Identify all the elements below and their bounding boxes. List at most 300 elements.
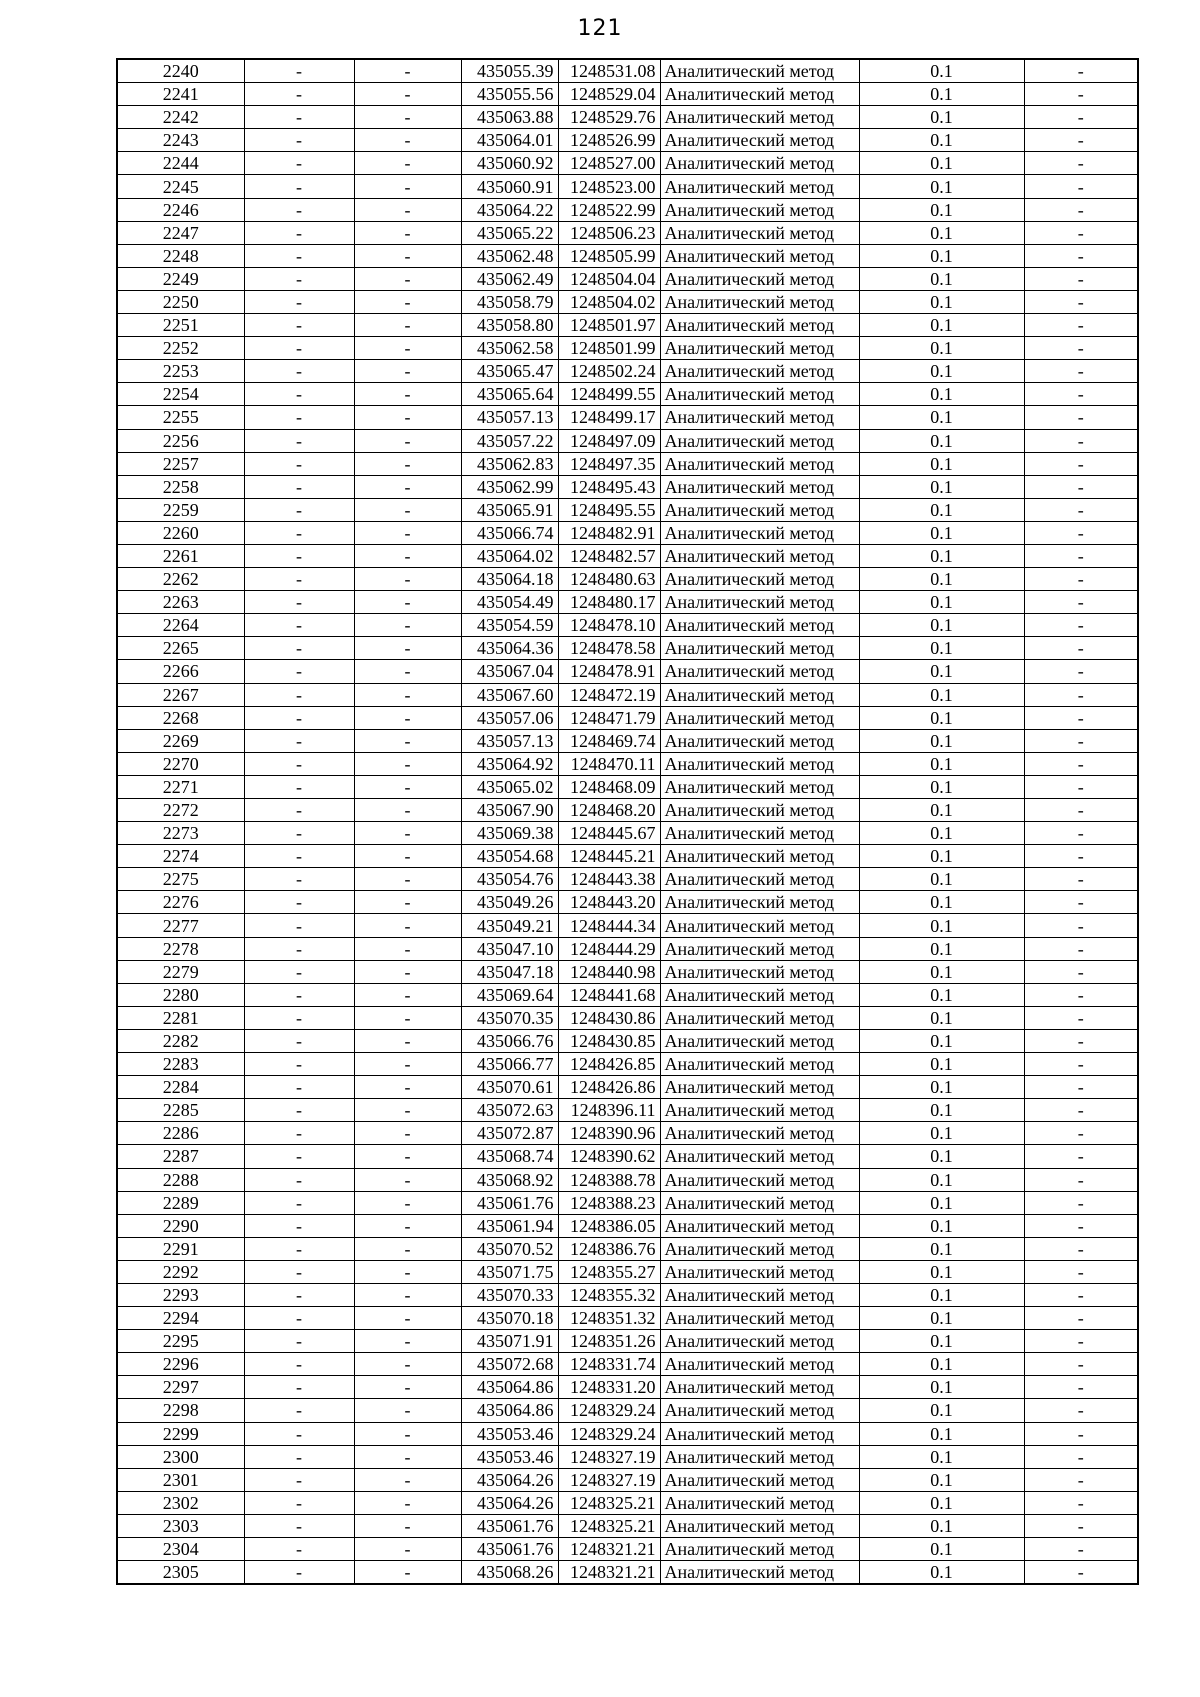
col-2-cell: - xyxy=(244,660,354,683)
x-coordinate-cell: 435057.06 xyxy=(461,706,558,729)
accuracy-cell: 0.1 xyxy=(859,1538,1024,1561)
y-coordinate-cell: 1248329.24 xyxy=(558,1422,660,1445)
col-3-cell: - xyxy=(354,660,461,683)
col-2-cell: - xyxy=(244,1376,354,1399)
y-coordinate-cell: 1248505.99 xyxy=(558,244,660,267)
x-coordinate-cell: 435047.10 xyxy=(461,937,558,960)
point-number-cell: 2298 xyxy=(117,1399,244,1422)
table-row xyxy=(117,290,1138,313)
table-row xyxy=(117,1122,1138,1145)
table-row xyxy=(117,198,1138,221)
method-cell: Аналитический метод xyxy=(660,1283,859,1306)
method-cell: Аналитический метод xyxy=(660,1168,859,1191)
col-3-cell: - xyxy=(354,799,461,822)
point-number-cell: 2300 xyxy=(117,1445,244,1468)
x-coordinate-cell: 435072.63 xyxy=(461,1099,558,1122)
method-cell: Аналитический метод xyxy=(660,1029,859,1052)
x-coordinate-cell: 435058.79 xyxy=(461,290,558,313)
accuracy-cell: 0.1 xyxy=(859,822,1024,845)
accuracy-cell: 0.1 xyxy=(859,799,1024,822)
col-8-cell: - xyxy=(1024,822,1138,845)
y-coordinate-cell: 1248506.23 xyxy=(558,221,660,244)
col-2-cell: - xyxy=(244,1283,354,1306)
y-coordinate-cell: 1248482.57 xyxy=(558,544,660,567)
col-8-cell: - xyxy=(1024,775,1138,798)
accuracy-cell: 0.1 xyxy=(859,152,1024,175)
method-cell: Аналитический метод xyxy=(660,1514,859,1537)
col-2-cell: - xyxy=(244,59,354,83)
accuracy-cell: 0.1 xyxy=(859,383,1024,406)
col-2-cell: - xyxy=(244,1399,354,1422)
point-number-cell: 2259 xyxy=(117,498,244,521)
table-row xyxy=(117,799,1138,822)
col-3-cell: - xyxy=(354,267,461,290)
col-8-cell: - xyxy=(1024,960,1138,983)
accuracy-cell: 0.1 xyxy=(859,706,1024,729)
point-number-cell: 2302 xyxy=(117,1491,244,1514)
col-8-cell: - xyxy=(1024,1029,1138,1052)
method-cell: Аналитический метод xyxy=(660,683,859,706)
x-coordinate-cell: 435054.76 xyxy=(461,868,558,891)
accuracy-cell: 0.1 xyxy=(859,1029,1024,1052)
accuracy-cell: 0.1 xyxy=(859,1330,1024,1353)
method-cell: Аналитический метод xyxy=(660,221,859,244)
table-row xyxy=(117,845,1138,868)
x-coordinate-cell: 435070.18 xyxy=(461,1307,558,1330)
y-coordinate-cell: 1248478.58 xyxy=(558,637,660,660)
accuracy-cell: 0.1 xyxy=(859,1514,1024,1537)
table-row xyxy=(117,891,1138,914)
point-number-cell: 2245 xyxy=(117,175,244,198)
col-8-cell: - xyxy=(1024,406,1138,429)
col-2-cell: - xyxy=(244,290,354,313)
method-cell: Аналитический метод xyxy=(660,1260,859,1283)
point-number-cell: 2260 xyxy=(117,521,244,544)
accuracy-cell: 0.1 xyxy=(859,1399,1024,1422)
table-row xyxy=(117,83,1138,106)
accuracy-cell: 0.1 xyxy=(859,429,1024,452)
method-cell: Аналитический метод xyxy=(660,868,859,891)
col-8-cell: - xyxy=(1024,914,1138,937)
col-8-cell: - xyxy=(1024,1399,1138,1422)
x-coordinate-cell: 435060.92 xyxy=(461,152,558,175)
method-cell: Аналитический метод xyxy=(660,337,859,360)
y-coordinate-cell: 1248468.09 xyxy=(558,775,660,798)
y-coordinate-cell: 1248480.63 xyxy=(558,568,660,591)
method-cell: Аналитический метод xyxy=(660,775,859,798)
table-row xyxy=(117,1307,1138,1330)
table-row xyxy=(117,937,1138,960)
table-row xyxy=(117,1053,1138,1076)
col-2-cell: - xyxy=(244,868,354,891)
x-coordinate-cell: 435064.18 xyxy=(461,568,558,591)
col-8-cell: - xyxy=(1024,937,1138,960)
y-coordinate-cell: 1248499.55 xyxy=(558,383,660,406)
table-row xyxy=(117,1376,1138,1399)
col-8-cell: - xyxy=(1024,267,1138,290)
col-2-cell: - xyxy=(244,937,354,960)
y-coordinate-cell: 1248469.74 xyxy=(558,729,660,752)
x-coordinate-cell: 435062.48 xyxy=(461,244,558,267)
table-row xyxy=(117,59,1138,83)
y-coordinate-cell: 1248482.91 xyxy=(558,521,660,544)
table-row xyxy=(117,1514,1138,1537)
col-3-cell: - xyxy=(354,1076,461,1099)
y-coordinate-cell: 1248531.08 xyxy=(558,59,660,83)
method-cell: Аналитический метод xyxy=(660,799,859,822)
col-2-cell: - xyxy=(244,822,354,845)
col-3-cell: - xyxy=(354,822,461,845)
accuracy-cell: 0.1 xyxy=(859,1307,1024,1330)
col-2-cell: - xyxy=(244,1006,354,1029)
col-2-cell: - xyxy=(244,1099,354,1122)
y-coordinate-cell: 1248331.20 xyxy=(558,1376,660,1399)
method-cell: Аналитический метод xyxy=(660,198,859,221)
accuracy-cell: 0.1 xyxy=(859,1260,1024,1283)
col-2-cell: - xyxy=(244,452,354,475)
x-coordinate-cell: 435064.22 xyxy=(461,198,558,221)
table-row xyxy=(117,1538,1138,1561)
table-row xyxy=(117,360,1138,383)
col-8-cell: - xyxy=(1024,429,1138,452)
method-cell: Аналитический метод xyxy=(660,729,859,752)
col-2-cell: - xyxy=(244,1445,354,1468)
x-coordinate-cell: 435065.22 xyxy=(461,221,558,244)
method-cell: Аналитический метод xyxy=(660,521,859,544)
col-2-cell: - xyxy=(244,244,354,267)
accuracy-cell: 0.1 xyxy=(859,1491,1024,1514)
method-cell: Аналитический метод xyxy=(660,129,859,152)
y-coordinate-cell: 1248430.86 xyxy=(558,1006,660,1029)
method-cell: Аналитический метод xyxy=(660,960,859,983)
col-3-cell: - xyxy=(354,637,461,660)
col-2-cell: - xyxy=(244,799,354,822)
col-2-cell: - xyxy=(244,983,354,1006)
method-cell: Аналитический метод xyxy=(660,1353,859,1376)
col-2-cell: - xyxy=(244,106,354,129)
accuracy-cell: 0.1 xyxy=(859,1561,1024,1585)
col-8-cell: - xyxy=(1024,868,1138,891)
point-number-cell: 2253 xyxy=(117,360,244,383)
col-3-cell: - xyxy=(354,568,461,591)
accuracy-cell: 0.1 xyxy=(859,614,1024,637)
accuracy-cell: 0.1 xyxy=(859,1122,1024,1145)
y-coordinate-cell: 1248529.76 xyxy=(558,106,660,129)
point-number-cell: 2288 xyxy=(117,1168,244,1191)
table-row xyxy=(117,1330,1138,1353)
col-8-cell: - xyxy=(1024,175,1138,198)
col-3-cell: - xyxy=(354,290,461,313)
point-number-cell: 2262 xyxy=(117,568,244,591)
method-cell: Аналитический метод xyxy=(660,290,859,313)
col-2-cell: - xyxy=(244,221,354,244)
method-cell: Аналитический метод xyxy=(660,544,859,567)
y-coordinate-cell: 1248331.74 xyxy=(558,1353,660,1376)
x-coordinate-cell: 435058.80 xyxy=(461,314,558,337)
table-row xyxy=(117,683,1138,706)
y-coordinate-cell: 1248499.17 xyxy=(558,406,660,429)
accuracy-cell: 0.1 xyxy=(859,1076,1024,1099)
accuracy-cell: 0.1 xyxy=(859,406,1024,429)
col-3-cell: - xyxy=(354,1491,461,1514)
y-coordinate-cell: 1248497.09 xyxy=(558,429,660,452)
point-number-cell: 2249 xyxy=(117,267,244,290)
col-2-cell: - xyxy=(244,429,354,452)
point-number-cell: 2279 xyxy=(117,960,244,983)
table-row xyxy=(117,822,1138,845)
accuracy-cell: 0.1 xyxy=(859,845,1024,868)
col-2-cell: - xyxy=(244,498,354,521)
point-number-cell: 2247 xyxy=(117,221,244,244)
method-cell: Аналитический метод xyxy=(660,452,859,475)
col-2-cell: - xyxy=(244,1168,354,1191)
col-8-cell: - xyxy=(1024,198,1138,221)
accuracy-cell: 0.1 xyxy=(859,106,1024,129)
accuracy-cell: 0.1 xyxy=(859,175,1024,198)
accuracy-cell: 0.1 xyxy=(859,775,1024,798)
col-3-cell: - xyxy=(354,475,461,498)
table-row xyxy=(117,729,1138,752)
col-2-cell: - xyxy=(244,1422,354,1445)
point-number-cell: 2293 xyxy=(117,1283,244,1306)
table-row xyxy=(117,775,1138,798)
point-number-cell: 2278 xyxy=(117,937,244,960)
y-coordinate-cell: 1248468.20 xyxy=(558,799,660,822)
x-coordinate-cell: 435057.13 xyxy=(461,729,558,752)
col-8-cell: - xyxy=(1024,1353,1138,1376)
method-cell: Аналитический метод xyxy=(660,891,859,914)
y-coordinate-cell: 1248327.19 xyxy=(558,1468,660,1491)
table-row xyxy=(117,568,1138,591)
x-coordinate-cell: 435047.18 xyxy=(461,960,558,983)
col-8-cell: - xyxy=(1024,1053,1138,1076)
point-number-cell: 2274 xyxy=(117,845,244,868)
method-cell: Аналитический метод xyxy=(660,937,859,960)
table-row xyxy=(117,1076,1138,1099)
x-coordinate-cell: 435068.26 xyxy=(461,1561,558,1585)
col-8-cell: - xyxy=(1024,1468,1138,1491)
point-number-cell: 2256 xyxy=(117,429,244,452)
method-cell: Аналитический метод xyxy=(660,1399,859,1422)
col-2-cell: - xyxy=(244,1029,354,1052)
method-cell: Аналитический метод xyxy=(660,1053,859,1076)
point-number-cell: 2303 xyxy=(117,1514,244,1537)
col-3-cell: - xyxy=(354,1514,461,1537)
table-row xyxy=(117,383,1138,406)
point-number-cell: 2251 xyxy=(117,314,244,337)
method-cell: Аналитический метод xyxy=(660,822,859,845)
y-coordinate-cell: 1248526.99 xyxy=(558,129,660,152)
col-2-cell: - xyxy=(244,1468,354,1491)
col-2-cell: - xyxy=(244,706,354,729)
col-3-cell: - xyxy=(354,314,461,337)
col-8-cell: - xyxy=(1024,129,1138,152)
accuracy-cell: 0.1 xyxy=(859,1283,1024,1306)
col-2-cell: - xyxy=(244,544,354,567)
table-row xyxy=(117,129,1138,152)
table-row xyxy=(117,914,1138,937)
point-number-cell: 2241 xyxy=(117,83,244,106)
point-number-cell: 2289 xyxy=(117,1191,244,1214)
y-coordinate-cell: 1248355.32 xyxy=(558,1283,660,1306)
x-coordinate-cell: 435061.94 xyxy=(461,1214,558,1237)
method-cell: Аналитический метод xyxy=(660,591,859,614)
col-8-cell: - xyxy=(1024,360,1138,383)
y-coordinate-cell: 1248426.86 xyxy=(558,1076,660,1099)
y-coordinate-cell: 1248386.76 xyxy=(558,1237,660,1260)
point-number-cell: 2281 xyxy=(117,1006,244,1029)
x-coordinate-cell: 435066.76 xyxy=(461,1029,558,1052)
col-8-cell: - xyxy=(1024,1260,1138,1283)
x-coordinate-cell: 435062.99 xyxy=(461,475,558,498)
col-8-cell: - xyxy=(1024,1006,1138,1029)
col-3-cell: - xyxy=(354,983,461,1006)
table-row xyxy=(117,1099,1138,1122)
table-row xyxy=(117,1561,1138,1585)
accuracy-cell: 0.1 xyxy=(859,914,1024,937)
accuracy-cell: 0.1 xyxy=(859,683,1024,706)
table-row xyxy=(117,1399,1138,1422)
x-coordinate-cell: 435055.39 xyxy=(461,59,558,83)
x-coordinate-cell: 435067.90 xyxy=(461,799,558,822)
x-coordinate-cell: 435072.68 xyxy=(461,1353,558,1376)
table-row xyxy=(117,544,1138,567)
method-cell: Аналитический метод xyxy=(660,1122,859,1145)
point-number-cell: 2292 xyxy=(117,1260,244,1283)
col-2-cell: - xyxy=(244,568,354,591)
col-8-cell: - xyxy=(1024,1538,1138,1561)
col-2-cell: - xyxy=(244,1145,354,1168)
accuracy-cell: 0.1 xyxy=(859,452,1024,475)
col-3-cell: - xyxy=(354,1029,461,1052)
col-2-cell: - xyxy=(244,406,354,429)
col-3-cell: - xyxy=(354,1376,461,1399)
x-coordinate-cell: 435066.77 xyxy=(461,1053,558,1076)
x-coordinate-cell: 435064.92 xyxy=(461,752,558,775)
point-number-cell: 2283 xyxy=(117,1053,244,1076)
col-8-cell: - xyxy=(1024,1422,1138,1445)
point-number-cell: 2282 xyxy=(117,1029,244,1052)
accuracy-cell: 0.1 xyxy=(859,337,1024,360)
table-row xyxy=(117,1191,1138,1214)
y-coordinate-cell: 1248351.32 xyxy=(558,1307,660,1330)
y-coordinate-cell: 1248444.34 xyxy=(558,914,660,937)
col-3-cell: - xyxy=(354,937,461,960)
method-cell: Аналитический метод xyxy=(660,568,859,591)
y-coordinate-cell: 1248440.98 xyxy=(558,960,660,983)
method-cell: Аналитический метод xyxy=(660,267,859,290)
col-8-cell: - xyxy=(1024,383,1138,406)
col-8-cell: - xyxy=(1024,614,1138,637)
x-coordinate-cell: 435049.26 xyxy=(461,891,558,914)
col-3-cell: - xyxy=(354,83,461,106)
col-8-cell: - xyxy=(1024,475,1138,498)
col-2-cell: - xyxy=(244,960,354,983)
col-2-cell: - xyxy=(244,1491,354,1514)
table-row xyxy=(117,1468,1138,1491)
col-8-cell: - xyxy=(1024,1283,1138,1306)
col-3-cell: - xyxy=(354,775,461,798)
point-number-cell: 2258 xyxy=(117,475,244,498)
accuracy-cell: 0.1 xyxy=(859,59,1024,83)
col-2-cell: - xyxy=(244,729,354,752)
y-coordinate-cell: 1248501.99 xyxy=(558,337,660,360)
col-2-cell: - xyxy=(244,1122,354,1145)
col-2-cell: - xyxy=(244,591,354,614)
x-coordinate-cell: 435068.74 xyxy=(461,1145,558,1168)
y-coordinate-cell: 1248325.21 xyxy=(558,1514,660,1537)
x-coordinate-cell: 435062.83 xyxy=(461,452,558,475)
table-row xyxy=(117,1283,1138,1306)
accuracy-cell: 0.1 xyxy=(859,1006,1024,1029)
point-number-cell: 2304 xyxy=(117,1538,244,1561)
table-row xyxy=(117,221,1138,244)
table-row xyxy=(117,267,1138,290)
accuracy-cell: 0.1 xyxy=(859,1445,1024,1468)
col-3-cell: - xyxy=(354,1330,461,1353)
point-number-cell: 2267 xyxy=(117,683,244,706)
accuracy-cell: 0.1 xyxy=(859,314,1024,337)
col-2-cell: - xyxy=(244,891,354,914)
col-3-cell: - xyxy=(354,1053,461,1076)
col-3-cell: - xyxy=(354,1561,461,1585)
method-cell: Аналитический метод xyxy=(660,498,859,521)
col-8-cell: - xyxy=(1024,498,1138,521)
y-coordinate-cell: 1248472.19 xyxy=(558,683,660,706)
accuracy-cell: 0.1 xyxy=(859,498,1024,521)
col-2-cell: - xyxy=(244,845,354,868)
x-coordinate-cell: 435065.47 xyxy=(461,360,558,383)
accuracy-cell: 0.1 xyxy=(859,891,1024,914)
table-row xyxy=(117,637,1138,660)
col-3-cell: - xyxy=(354,1538,461,1561)
col-8-cell: - xyxy=(1024,59,1138,83)
y-coordinate-cell: 1248390.62 xyxy=(558,1145,660,1168)
col-8-cell: - xyxy=(1024,568,1138,591)
method-cell: Аналитический метод xyxy=(660,1099,859,1122)
col-3-cell: - xyxy=(354,221,461,244)
table-row xyxy=(117,244,1138,267)
col-8-cell: - xyxy=(1024,1376,1138,1399)
y-coordinate-cell: 1248478.10 xyxy=(558,614,660,637)
col-3-cell: - xyxy=(354,106,461,129)
col-2-cell: - xyxy=(244,637,354,660)
point-number-cell: 2272 xyxy=(117,799,244,822)
col-3-cell: - xyxy=(354,498,461,521)
point-number-cell: 2268 xyxy=(117,706,244,729)
table-row xyxy=(117,1422,1138,1445)
method-cell: Аналитический метод xyxy=(660,59,859,83)
accuracy-cell: 0.1 xyxy=(859,729,1024,752)
col-3-cell: - xyxy=(354,1214,461,1237)
table-row xyxy=(117,152,1138,175)
x-coordinate-cell: 435061.76 xyxy=(461,1514,558,1537)
col-8-cell: - xyxy=(1024,83,1138,106)
method-cell: Аналитический метод xyxy=(660,914,859,937)
point-number-cell: 2285 xyxy=(117,1099,244,1122)
x-coordinate-cell: 435064.36 xyxy=(461,637,558,660)
col-2-cell: - xyxy=(244,383,354,406)
col-8-cell: - xyxy=(1024,983,1138,1006)
col-3-cell: - xyxy=(354,129,461,152)
col-3-cell: - xyxy=(354,1468,461,1491)
point-number-cell: 2257 xyxy=(117,452,244,475)
col-3-cell: - xyxy=(354,452,461,475)
col-8-cell: - xyxy=(1024,452,1138,475)
x-coordinate-cell: 435071.75 xyxy=(461,1260,558,1283)
col-8-cell: - xyxy=(1024,637,1138,660)
col-3-cell: - xyxy=(354,198,461,221)
